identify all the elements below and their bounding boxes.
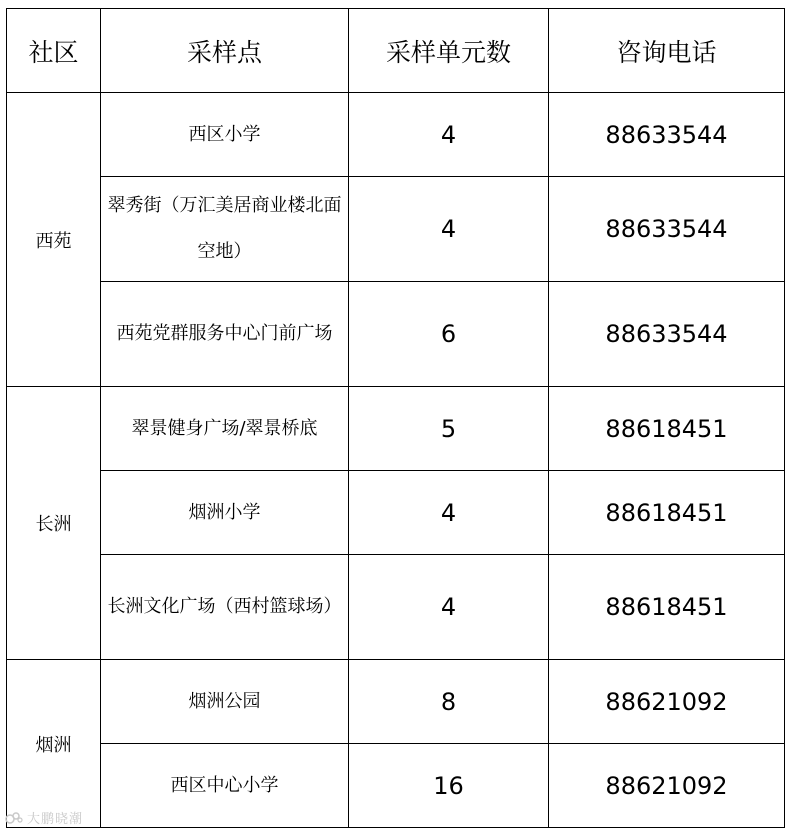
table-header-row [7, 9, 785, 93]
site-cell: 长洲文化广场（西村篮球场） [101, 555, 349, 660]
units-cell: 4 [349, 177, 549, 282]
table-row [7, 93, 785, 177]
units-cell: 4 [349, 555, 549, 660]
header-phone: 咨询电话 [549, 9, 785, 93]
units-cell: 8 [349, 660, 549, 744]
header-site: 采样点 [101, 9, 349, 93]
site-cell: 翠秀街（万汇美居商业楼北面空地） [101, 177, 349, 282]
table-row [7, 387, 785, 471]
units-cell: 16 [349, 744, 549, 828]
site-cell: 西区中心小学 [101, 744, 349, 828]
units-cell: 5 [349, 387, 549, 471]
phone-cell: 88633544 [549, 93, 785, 177]
header-community: 社区 [7, 9, 101, 93]
watermark-logo-icon [4, 811, 24, 825]
phone-cell: 88633544 [549, 282, 785, 387]
table-row [7, 660, 785, 744]
table-row [7, 555, 785, 660]
units-cell: 4 [349, 93, 549, 177]
phone-cell: 88618451 [549, 471, 785, 555]
phone-cell: 88618451 [549, 555, 785, 660]
community-cell: 烟洲 [7, 660, 101, 828]
watermark [4, 808, 83, 827]
site-cell: 西区小学 [101, 93, 349, 177]
phone-cell: 88621092 [549, 660, 785, 744]
units-cell: 4 [349, 471, 549, 555]
table-row [7, 744, 785, 828]
community-cell: 西苑 [7, 93, 101, 387]
site-cell: 西苑党群服务中心门前广场 [101, 282, 349, 387]
units-cell: 6 [349, 282, 549, 387]
table-row [7, 177, 785, 282]
site-cell: 翠景健身广场/翠景桥底 [101, 387, 349, 471]
header-units: 采样单元数 [349, 9, 549, 93]
watermark-text: 大鹏晓潮 [27, 812, 84, 827]
table-row [7, 282, 785, 387]
sampling-sites-table [6, 8, 785, 828]
site-cell: 烟洲小学 [101, 471, 349, 555]
site-cell: 烟洲公园 [101, 660, 349, 744]
table-row [7, 471, 785, 555]
phone-cell: 88633544 [549, 177, 785, 282]
phone-cell: 88618451 [549, 387, 785, 471]
community-cell: 长洲 [7, 387, 101, 660]
phone-cell: 88621092 [549, 744, 785, 828]
